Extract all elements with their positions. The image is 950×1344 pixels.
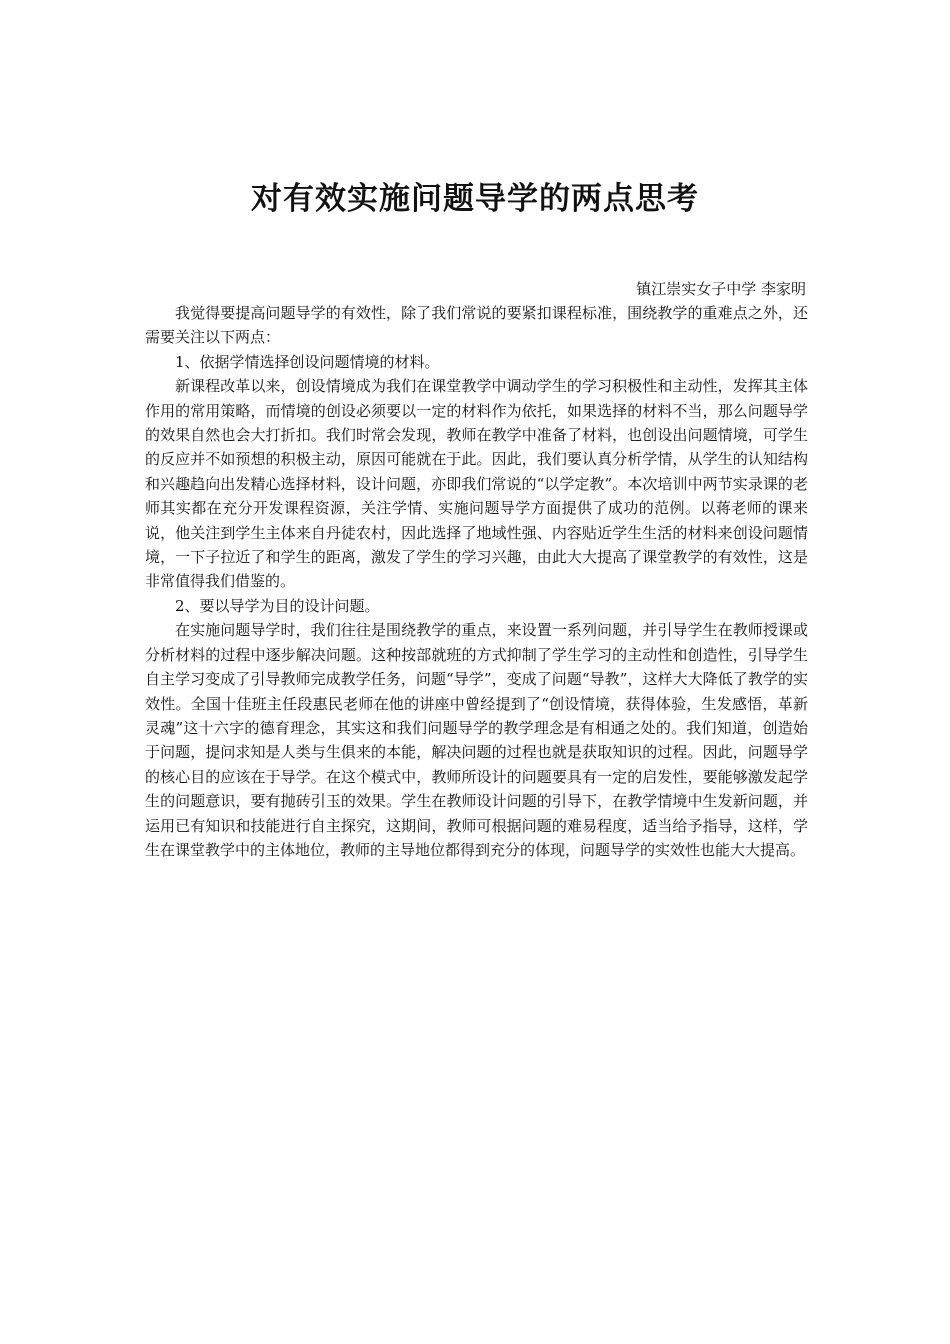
author-line: 镇江崇实女子中学 李家明	[636, 280, 806, 298]
intro-paragraph: 我觉得要提高问题导学的有效性，除了我们常说的要紧扣课程标准，围绕教学的重难点之外，还需要关注以下两点：	[145, 304, 808, 347]
section-heading-1: 1、依据学情选择创设问题情境的材料。	[175, 352, 440, 371]
section-heading-2: 2、要以导学为目的设计问题。	[175, 596, 380, 615]
section-1-paragraph: 新课程改革以来，创设情境成为我们在课堂教学中调动学生的学习积极性和主动性，发挥其主体作用的常用策略，而情境的创设必须要以一定的材料作为依托，如果选择的材料不当，那么问题导学的效果自然也会大打折扣。我们时常会发现，教师在教学中准备了材料，也创设出问题情境，可学生的反应并不如预想的积极主动，原因可能就在于此。因此，我们要认真分析学情，从学生的认知结构和兴趣趋向出发精心选择材料，设计问题，亦即我们常说的“以学定教”。本次培训中两节实录课的老师其实都在充分开发课程资源，关注学情、实施问题导学方面提供了成功的范例。以蒋老师的课来说，他关注到学生主体来自丹徒农村，因此选择了地域性强、内容贴近学生生活的材料来创设问题情境，一下子拉近了和学生的距离，激发了学生的学习兴趣，由此大大提高了课堂教学的有效性，这是非常值得我们借鉴的。	[145, 377, 808, 591]
document-body	[145, 301, 808, 862]
document-title: 对有效实施问题导学的两点思考	[251, 180, 699, 217]
section-2-paragraph: 在实施问题导学时，我们往往是围绕教学的重点，来设置一系列问题，并引导学生在教师授课或分析材料的过程中逐步解决问题。这种按部就班的方式抑制了学生学习的主动性和创造性，引导学生自主学习变成了引导教师完成教学任务，问题“导学”，变成了问题“导教”，这样大大降低了教学的实效性。全国十佳班主任段惠民老师在他的讲座中曾经提到了“创设情境，获得体验，生发感悟，革新灵魂”这十六字的德育理念，其实这和我们问题导学的教学理念是有相通之处的。我们知道，创造始于问题，提问求知是人类与生俱来的本能，解决问题的过程也就是获取知识的过程。因此，问题导学的核心目的应该在于导学。在这个模式中，教师所设计的问题要具有一定的启发性，要能够激发起学生的问题意识，要有抛砖引玉的效果。学生在教师设计问题的引导下，在教学情境中生发新问题，并运用已有知识和技能进行自主探究，这期间，教师可根据问题的难易程度，适当给予指导，这样，学生在课堂教学中的主体地位，教师的主导地位都得到充分的体现，问题导学的实效性也能大大提高。	[145, 621, 808, 859]
